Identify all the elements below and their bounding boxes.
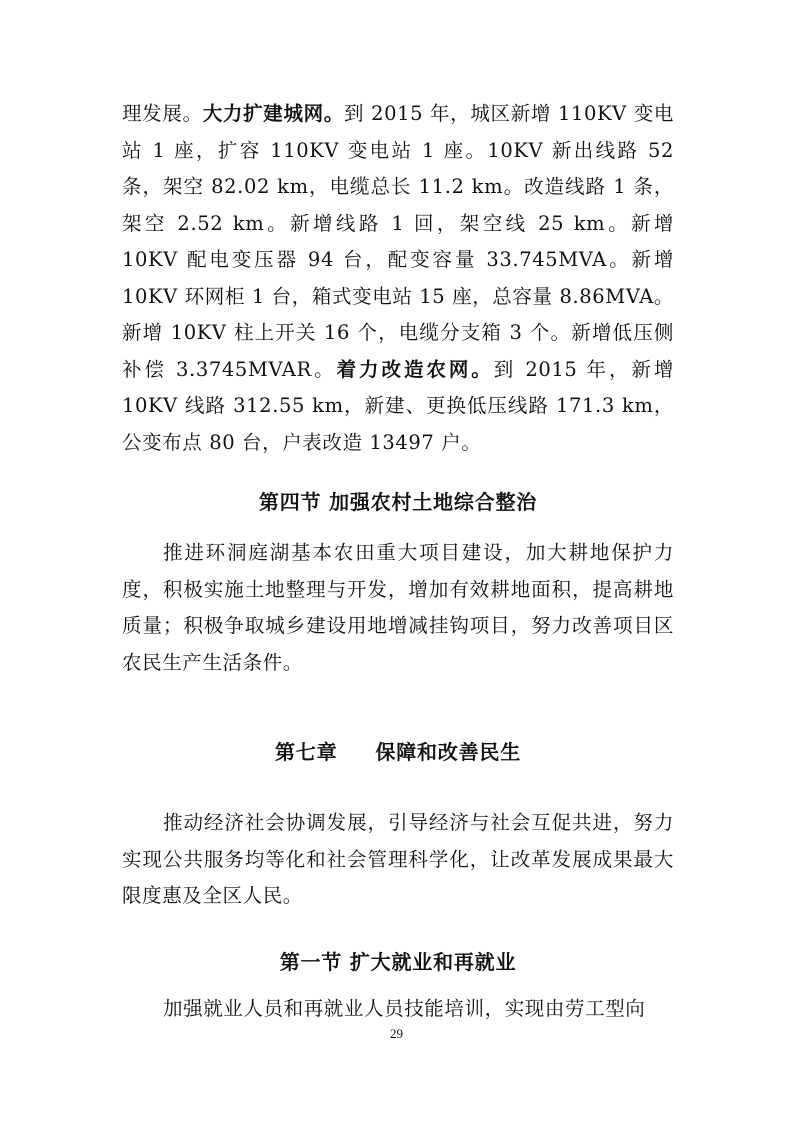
page-number: 29 bbox=[390, 1026, 403, 1041]
bold-phrase-city-grid: 大力扩建城网。 bbox=[202, 102, 345, 125]
body-paragraph-power-grid bbox=[122, 96, 674, 461]
text-run: 到 2015 年，城区新增 110KV 变电站 1 座，扩容 110KV 变电站 1 座。10KV 新出线路 52 条，架空 82.02 km，电缆总长 11.2 km。改造线路 1 条，架空 2.52 km。新增线路 1 回，架空线 25 km。新增 10KV 配电变压器 94 台，配变容量 33.745MVA。新增 10KV 环网柜 1 台，箱式变电站 15 座，总容量 8.86MVA。新增 10KV 柱上开关 16 个，电缆分支箱 3 个。新增低压侧补偿 3.3745MVAR。 bbox=[122, 102, 674, 381]
body-paragraph-land: 推进环洞庭湖基本农田重大项目建设，加大耕地保护力度，积极实施土地整理与开发，增加有效耕地面积，提高耕地质量；积极争取城乡建设用地增减挂钩项目，努力改善项目区农民生产生活条件。 bbox=[122, 541, 674, 674]
text-run: 到 2015 年，新增 10KV 线路 312.55 km，新建、更换低压线路 171.3 km，公变布点 80 台，户表改造 13497 户。 bbox=[122, 357, 675, 454]
chapter-heading bbox=[122, 736, 674, 765]
text-run: 理发展。 bbox=[122, 102, 203, 125]
section-heading-land-consolidation: 第四节 加强农村土地综合整治 bbox=[258, 490, 538, 514]
body-paragraph-livelihood: 推动经济社会协调发展，引导经济与社会互促共进，努力实现公共服务均等化和社会管理科学化，让改革发展成果最大限度惠及全区人民。 bbox=[122, 811, 674, 907]
chapter-label: 第七章 bbox=[274, 740, 338, 764]
chapter-title: 保障和改善民生 bbox=[375, 740, 521, 764]
bold-phrase-rural-grid: 着力改造农网。 bbox=[336, 357, 494, 381]
body-paragraph-employment: 加强就业人员和再就业人员技能培训，实现由劳工型向 bbox=[163, 997, 646, 1020]
section-heading-employment: 第一节 扩大就业和再就业 bbox=[279, 950, 517, 974]
